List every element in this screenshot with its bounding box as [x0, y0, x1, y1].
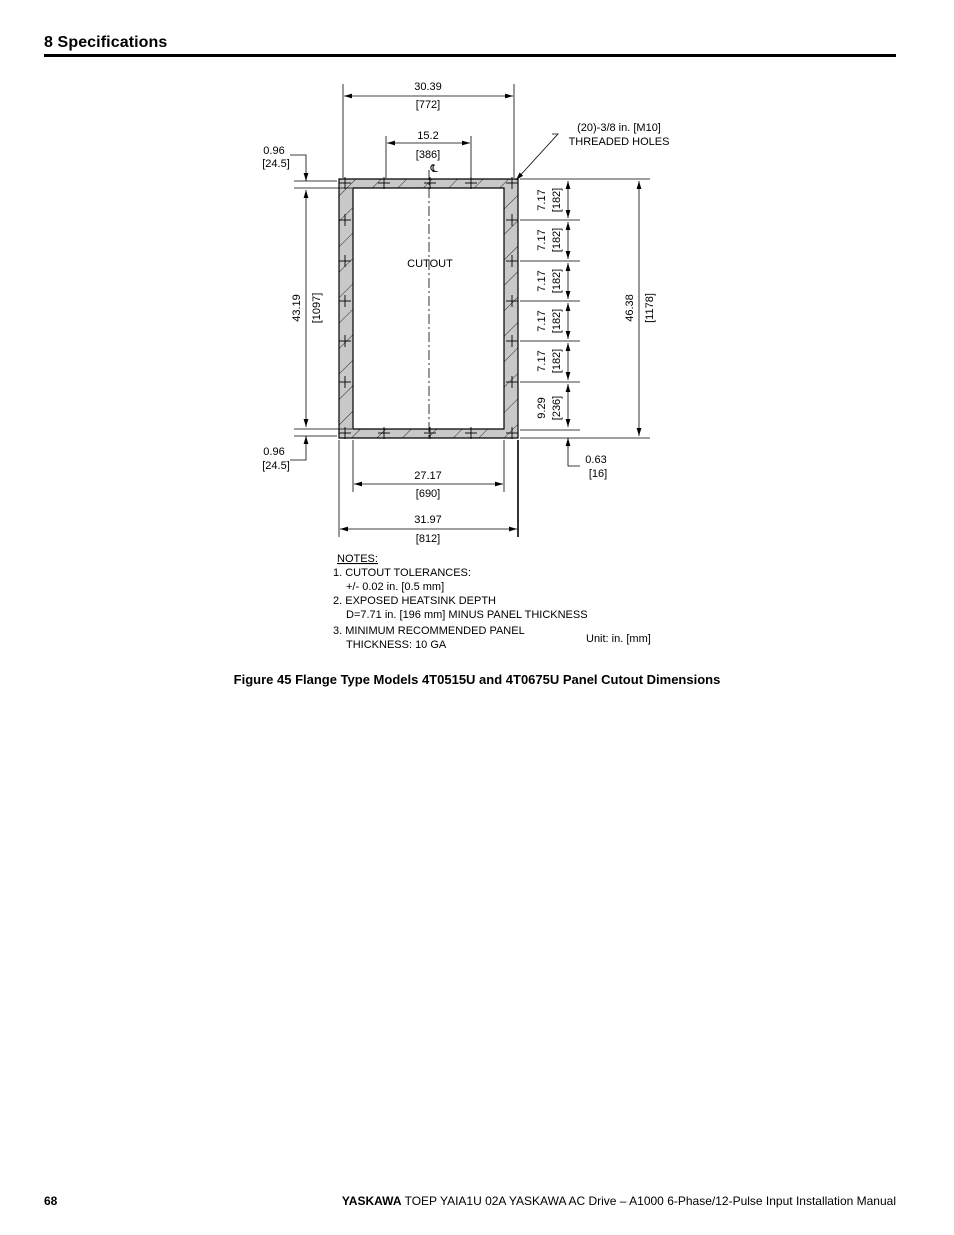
note-1-line1: 1. CUTOUT TOLERANCES:	[333, 567, 471, 579]
footer-title-text: TOEP YAIA1U 02A YASKAWA AC Drive – A1000 6-Phase/12-Pulse Input Installation Manual	[401, 1194, 896, 1208]
note-3-line2: THICKNESS: 10 GA	[346, 639, 447, 651]
dim-right-seg-1-metric: [182]	[551, 187, 563, 213]
figure-caption: Figure 45 Flange Type Models 4T0515U and 4T0675U Panel Cutout Dimensions	[233, 672, 721, 687]
section-title: 8 Specifications	[44, 34, 168, 51]
dim-right-seg-2-value: 7.17	[536, 229, 548, 251]
dim-right-seg-2-metric: [182]	[551, 227, 563, 253]
note-3-line1: 3. MINIMUM RECOMMENDED PANEL	[333, 625, 525, 637]
dim-bottom-overall-width-metric: [812]	[415, 533, 441, 545]
dim-bottom-inner-width-value: 27.17	[414, 470, 442, 482]
footer-manual-title	[342, 1194, 896, 1208]
dim-bottom-overall-width-value: 31.97	[414, 514, 442, 526]
dim-right-seg-1-value: 7.17	[536, 189, 548, 211]
dim-top-center-offset-value: 15.2	[417, 130, 439, 142]
dim-right-seg-5-value: 7.17	[536, 350, 548, 372]
dim-right-seg-3-value: 7.17	[536, 270, 548, 292]
dim-top-center-offset-metric: [386]	[415, 149, 441, 161]
flange-frame	[339, 179, 518, 438]
footer-brand: YASKAWA	[341, 1194, 402, 1208]
dim-right-seg-6-value: 9.29	[536, 397, 548, 419]
centerline-symbol: ℄	[430, 163, 438, 175]
holes-callout-leader	[516, 134, 558, 180]
dim-bottom-inner-width-metric: [690]	[415, 488, 441, 500]
holes-callout-line2: THREADED HOLES	[568, 136, 670, 148]
unit-label: Unit: in. [mm]	[586, 633, 651, 645]
page-number: 68	[44, 1194, 58, 1208]
notes-title: NOTES:	[337, 553, 378, 565]
dim-right-bottom-offset-value: 0.63	[585, 454, 607, 466]
dim-right-bottom-offset	[520, 430, 580, 466]
dim-right-overall-height-value: 46.38	[624, 294, 636, 322]
dim-right-bottom-offset-metric: [16]	[588, 468, 608, 480]
dim-right-overall-height-metric: [1178]	[644, 293, 656, 323]
note-2-line2: D=7.71 in. [196 mm] MINUS PANEL THICKNESS	[346, 609, 588, 621]
dim-left-top-margin-value: 0.96	[263, 145, 285, 157]
dim-right-seg-3-metric: [182]	[551, 268, 563, 294]
dim-left-bottom-margin-value: 0.96	[263, 446, 285, 458]
dim-left-height-value: 43.19	[291, 294, 303, 322]
dim-right-seg-6-metric: [236]	[551, 395, 563, 421]
dim-bottom-inner-width	[353, 440, 504, 492]
note-2-line1: 2. EXPOSED HEATSINK DEPTH	[333, 595, 497, 607]
note-1-line2: +/- 0.02 in. [0.5 mm]	[346, 581, 445, 593]
dim-top-overall-width-metric: [772]	[415, 99, 441, 111]
dim-top-overall-width-value: 30.39	[414, 81, 442, 93]
cutout-label: CUTOUT	[407, 258, 453, 270]
dim-left-bottom-margin-metric: [24.5]	[262, 460, 290, 472]
dim-right-seg-4-value: 7.17	[536, 310, 548, 332]
dim-left-height-metric: [1097]	[311, 292, 323, 324]
dim-right-seg-4-metric: [182]	[551, 308, 563, 334]
holes-callout-line1: (20)-3/8 in. [M10]	[577, 122, 661, 134]
dim-left-top-margin-metric: [24.5]	[262, 158, 290, 170]
threaded-holes	[339, 177, 518, 439]
dim-right-seg-5-metric: [182]	[551, 348, 563, 374]
